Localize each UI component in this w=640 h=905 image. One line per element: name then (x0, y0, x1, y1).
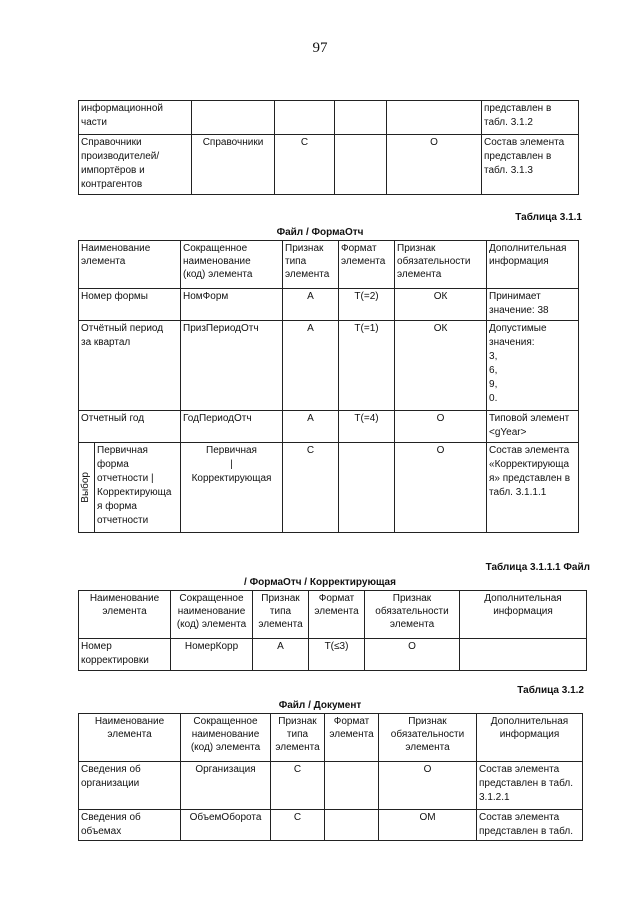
cell: О (395, 443, 487, 533)
cell: Т(=4) (339, 411, 395, 443)
cell: Первичная форма отчетности | Корректирующа я форма отчетности (95, 443, 181, 533)
cell: ОК (395, 289, 487, 321)
cell: Отчётный период за квартал (79, 321, 181, 411)
cell (275, 101, 335, 135)
cell: А (253, 639, 309, 671)
column-header: Наименование элемента (79, 241, 181, 289)
table-row (79, 135, 579, 195)
cell: Т(=2) (339, 289, 395, 321)
cell: Организация (181, 762, 271, 810)
cell: Справочники производителей/ импортёров и контрагентов (79, 135, 192, 195)
column-header: Формат элемента (309, 591, 365, 639)
cell: Т(=1) (339, 321, 395, 411)
cell (335, 135, 387, 195)
cell (325, 810, 379, 841)
table-header-row (79, 591, 587, 639)
column-header: Формат элемента (325, 714, 379, 762)
cell: С (275, 135, 335, 195)
cell: А (283, 411, 339, 443)
cell: А (283, 321, 339, 411)
cell: ГодПериодОтч (181, 411, 283, 443)
cell: Сведения об объемах (79, 810, 181, 841)
column-header: Признак обязательности элемента (365, 591, 460, 639)
column-header: Сокращенное наименование (код) элемента (171, 591, 253, 639)
table-label: Таблица 3.1.1.1 Файл (485, 562, 590, 573)
cell: ОбъемОборота (181, 810, 271, 841)
cell: С (271, 762, 325, 810)
table-3-1-1-1 (78, 590, 587, 671)
column-header: Формат элемента (339, 241, 395, 289)
column-header: Признак типа элемента (283, 241, 339, 289)
cell: ПризПериодОтч (181, 321, 283, 411)
column-header: Дополнительная информация (487, 241, 579, 289)
cell: Номер формы (79, 289, 181, 321)
cell (460, 639, 587, 671)
top-table (78, 100, 579, 195)
cell: представлен в табл. 3.1.2 (482, 101, 579, 135)
cell: ОК (395, 321, 487, 411)
cell: О (365, 639, 460, 671)
table-row (79, 289, 579, 321)
table-title: / ФормаОтч / Корректирующая (244, 577, 396, 588)
table-row (79, 321, 579, 411)
table-title: Файл / ФормаОтч (276, 227, 364, 238)
table-header-row (79, 241, 579, 289)
table-row (79, 411, 579, 443)
table-label: Таблица 3.1.2 (517, 685, 584, 696)
table-label: Таблица 3.1.1 (515, 212, 582, 223)
column-header: Признак типа элемента (271, 714, 325, 762)
cell: О (387, 135, 482, 195)
cell (335, 101, 387, 135)
table-3-1-1 (78, 240, 579, 533)
cell (325, 762, 379, 810)
column-header: Признак обязательности элемента (395, 241, 487, 289)
cell (192, 101, 275, 135)
cell: информационной части (79, 101, 192, 135)
table-3-1-2 (78, 713, 583, 841)
cell (387, 101, 482, 135)
table-row (79, 810, 583, 841)
cell: ОМ (379, 810, 477, 841)
cell: Типовой элемент <gYear> (487, 411, 579, 443)
cell: Состав элемента представлен в табл. 3.1.2.1 (477, 762, 583, 810)
cell (339, 443, 395, 533)
table-row (79, 101, 579, 135)
table-row (79, 762, 583, 810)
cell: С (283, 443, 339, 533)
cell: Состав элемента «Корректирующа я» представлен в табл. 3.1.1.1 (487, 443, 579, 533)
table-title: Файл / Документ (278, 700, 362, 711)
cell: Отчетный год (79, 411, 181, 443)
column-header: Сокращенное наименование (код) элемента (181, 714, 271, 762)
cell: А (283, 289, 339, 321)
cell: Состав элемента представлен в табл. 3.1.3 (482, 135, 579, 195)
table-row (79, 443, 579, 533)
table-row (79, 639, 587, 671)
table-header-row (79, 714, 583, 762)
cell: Допустимые значения: 3, 6, 9, 0. (487, 321, 579, 411)
cell: НомФорм (181, 289, 283, 321)
column-header: Наименование элемента (79, 714, 181, 762)
cell: О (379, 762, 477, 810)
cell: Состав элемента представлен в табл. (477, 810, 583, 841)
column-header: Дополнительная информация (477, 714, 583, 762)
page-number: 97 (312, 40, 328, 56)
cell: НомерКорр (171, 639, 253, 671)
column-header: Сокращенное наименование (код) элемента (181, 241, 283, 289)
cell: Номер корректировки (79, 639, 171, 671)
cell: Сведения об организации (79, 762, 181, 810)
column-header: Наименование элемента (79, 591, 171, 639)
choice-side-label: Выбор (80, 472, 91, 503)
cell: Справочники (192, 135, 275, 195)
cell: Первичная | Корректирующая (181, 443, 283, 533)
column-header: Признак обязательности элемента (379, 714, 477, 762)
column-header: Признак типа элемента (253, 591, 309, 639)
choice-side-cell (79, 443, 95, 533)
column-header: Дополнительная информация (460, 591, 587, 639)
cell: Принимает значение: 38 (487, 289, 579, 321)
cell: Т(≤3) (309, 639, 365, 671)
cell: С (271, 810, 325, 841)
cell: О (395, 411, 487, 443)
